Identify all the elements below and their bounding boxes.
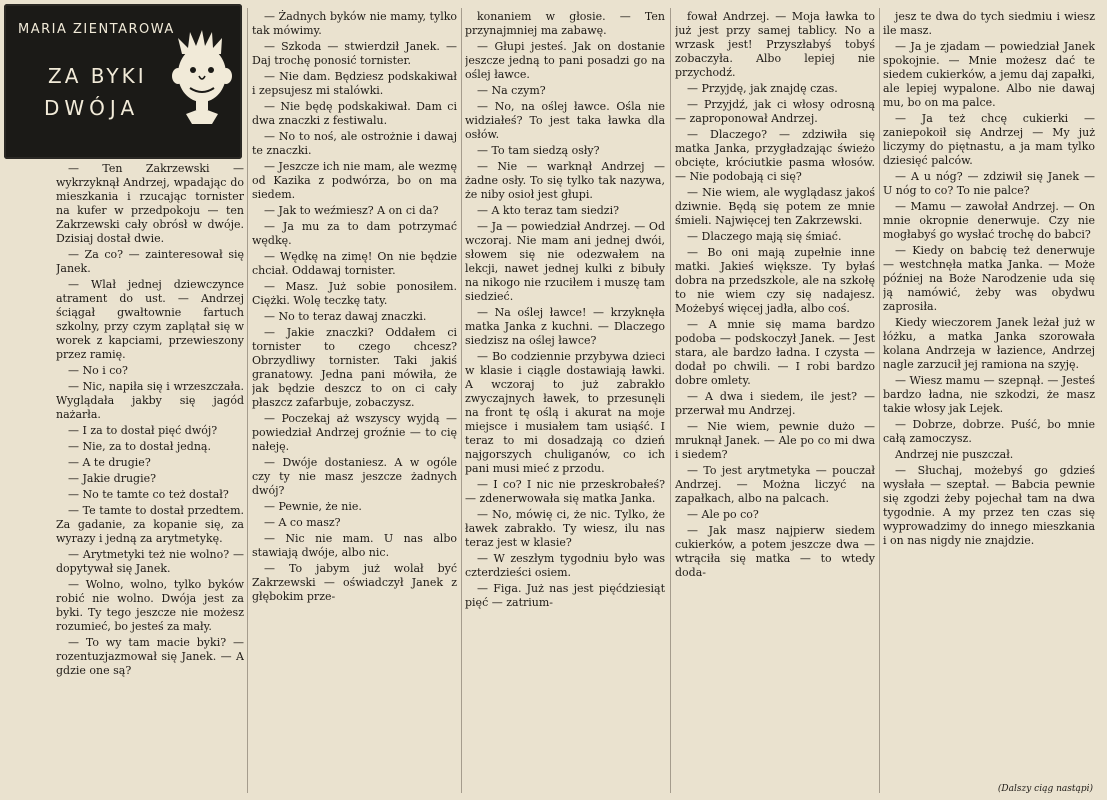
paragraph: — Jakie drugie? <box>68 472 157 485</box>
paragraph: — Wędkę na zimę! On nie będzie chciał. Oddawaj tornister. <box>252 250 457 277</box>
paragraph: — Na oślej ławce! — krzyknęła matka Janka z kuchni. — Dlaczego siedzisz na oślej ławce? <box>465 306 665 347</box>
paragraph: — Głupi jesteś. Jak on dostanie jeszcze jedną to pani posadzi go na oślej ławce. <box>465 40 665 81</box>
author-name: MARIA ZIENTAROWA <box>18 22 175 37</box>
paragraph: — Figa. Już nas jest pięćdziesiąt pięć — zatrium- <box>465 582 665 609</box>
column-rule <box>461 8 462 793</box>
paragraph: — Jeszcze ich nie mam, ale wezmę od Kazika z podwórza, bo on ma siedem. <box>252 160 457 201</box>
paragraph: — Nie wiem, pewnie dużo — mruknął Janek. — Ale po co mi dwa i siedem? <box>675 420 875 461</box>
paragraph: — I co? I nic nie przeskrobałeś? — zdenerwowała się matka Janka. <box>465 478 665 505</box>
paragraph: — Ale po co? <box>687 508 759 521</box>
paragraph: — Żadnych byków nie mamy, tylko tak mówimy. <box>252 10 457 37</box>
paragraph: — Nie — warknął Andrzej — żadne osły. To się tylko tak nazywa, że niby osioł jest głupi. <box>465 160 665 201</box>
column-rule <box>879 8 880 793</box>
paragraph: — I za to dostał pięć dwój? <box>68 424 218 437</box>
paragraph: — A co masz? <box>264 516 341 529</box>
paragraph: Kiedy wieczorem Janek leżał już w łóżku, a matka Janka szorowała kolana Andrzeja w łazience, Andrzej nagle zarzucił jej ramiona na szyję. <box>883 316 1095 371</box>
text-column-1 <box>56 162 244 792</box>
paragraph: — Ja też chcę cukierki — zaniepokoił się Andrzej — My już liczymy do piętnastu, a ja mam tylko dziesięć palców. <box>883 112 1095 167</box>
paragraph: — Nic, napiła się i wrzeszczała. Wyglądała jakby się jagód nażarła. <box>56 380 244 421</box>
paragraph: — Te tamte to dostał przedtem. Za gadanie, za kopanie się, za wyrazy i jedną za arytmetykę. <box>56 504 244 545</box>
continued-note: (Dalszy ciąg nastąpi) <box>997 784 1093 794</box>
paragraph: — Słuchaj, możebyś go gdzieś wysłała — szeptał. — Babcia pewnie się zgodzi żeby pojechał tam na dwa tygodnie. A my przez ten czas się wyprowadzimy do innego mieszkania i on nas nigdy nie znajdzie. <box>883 464 1095 547</box>
paragraph: konaniem w głosie. — Ten przynajmniej ma zabawę. <box>465 10 665 37</box>
paragraph: — A dwa i siedem, ile jest? — przerwał mu Andrzej. <box>675 390 875 417</box>
paragraph: — Poczekaj aż wszyscy wyjdą — powiedział Andrzej groźnie — to cię nałeję. <box>252 412 457 453</box>
paragraph: — Arytmetyki też nie wolno? — dopytywał się Janek. <box>56 548 244 575</box>
paragraph: Andrzej nie puszczał. <box>895 448 1014 461</box>
paragraph: — Wolno, wolno, tylko byków robić nie wolno. Dwója jest za byki. Ty tego jeszcze nie możesz rozumieć, bo jesteś za mały. <box>56 578 244 633</box>
paragraph: — No to noś, ale ostrożnie i dawaj te znaczki. <box>252 130 457 157</box>
text-column-3 <box>465 10 665 795</box>
paragraph: — Dobrze, dobrze. Puść, bo mnie całą zamoczysz. <box>883 418 1095 445</box>
paragraph: — Ja je zjadam — powiedział Janek spokojnie. — Mnie możesz dać te siedem cukierków, a jemu daj zapałki, ale lepiej wypalone. Albo nie dawaj mu, bo on ma palce. <box>883 40 1095 109</box>
story-title-line2: DWÓJA <box>44 96 140 120</box>
paragraph: — No, mówię ci, że nic. Tylko, że ławek zabrakło. Ty wiesz, ilu nas teraz jest w klasie? <box>465 508 665 549</box>
paragraph: — Jak masz najpierw siedem cukierków, a potem jeszcze dwa — wtrąciła się matka — to wtedy doda- <box>675 524 875 579</box>
paragraph: — Pewnie, że nie. <box>264 500 362 513</box>
text-column-2 <box>252 10 457 795</box>
paragraph: — Nie będę podskakiwał. Dam ci dwa znaczki z festiwalu. <box>252 100 457 127</box>
paragraph: — Dlaczego? — zdziwiła się matka Janka, przygładzając świeżo obcięte, króciutkie pasma włosów. — Nie podobają ci się? <box>675 128 875 183</box>
paragraph: — No i co? <box>68 364 128 377</box>
paragraph: — A mnie się mama bardzo podoba — podskoczył Janek. — Jest stara, ale bardzo ładna. I czysta — dodał po chwili. — I robi bardzo dobre omlety. <box>675 318 875 387</box>
paragraph: — Ten Zakrzewski — wykrzyknął Andrzej, wpadając do mieszkania i rzucając tornister na kufer w przedpokoju — ten Zakrzewski cały obrósł w dwóje. Dzisiaj dostał dwie. <box>56 162 244 245</box>
paragraph: — Za co? — zainteresował się Janek. <box>56 248 244 275</box>
column-rule <box>247 8 248 793</box>
paragraph: — Jakie znaczki? Oddałem ci tornister to czego chcesz? Obrzydliwy tornister. Taki jakiś granatowy. Jedna pani mówiła, że jak będzie deszcz to on ci cały płaszcz zafarbuje, zobaczysz. <box>252 326 457 409</box>
text-column-5 <box>883 10 1095 795</box>
column-rule <box>670 8 671 793</box>
paragraph: — Nie dam. Będziesz podskakiwał i zepsujesz mi stalówki. <box>252 70 457 97</box>
paragraph: — No to teraz dawaj znaczki. <box>264 310 427 323</box>
paragraph: — Mamu — zawołał Andrzej. — On mnie okropnie denerwuje. Czy nie mogłabyś go wysłać trochę do babci? <box>883 200 1095 241</box>
paragraph: — Wiesz mamu — szepnął. — Jesteś bardzo ładna, nie szkodzi, że masz takie włosy jak Lejek. <box>883 374 1095 415</box>
paragraph: — A u nóg? — zdziwił się Janek — U nóg to co? To nie palce? <box>883 170 1095 197</box>
paragraph: jesz te dwa do tych siedmiu i wiesz ile masz. <box>883 10 1095 37</box>
text-column-4 <box>675 10 875 795</box>
boy-face-icon <box>172 24 234 134</box>
story-title-line1: ZA BYKI <box>48 64 147 88</box>
paragraph: — Dwóje dostaniesz. A w ogóle czy ty nie masz jeszcze żadnych dwój? <box>252 456 457 497</box>
paragraph: — Szkoda — stwierdził Janek. — Daj trochę ponosić tornister. <box>252 40 457 67</box>
paragraph: — Ja mu za to dam potrzymać wędkę. <box>252 220 457 247</box>
paragraph: — A te drugie? <box>68 456 151 469</box>
paragraph: — To wy tam macie byki? — rozentuzjazmował się Janek. — A gdzie one są? <box>56 636 244 677</box>
paragraph: — Nie, za to dostał jedną. <box>68 440 211 453</box>
paragraph: — To jest arytmetyka — pouczał Andrzej. — Można liczyć na zapałkach, albo na palcach. <box>675 464 875 505</box>
paragraph: — Kiedy on babcię też denerwuje — westchnęła matka Janka. — Może później na Boże Narodzenie uda się ją namówić, żeby was obydwu zaprosiła. <box>883 244 1095 313</box>
paragraph: — Masz. Już sobie ponosiłem. Ciężki. Wolę teczkę taty. <box>252 280 457 307</box>
paragraph: fował Andrzej. — Moja ławka to już jest przy samej tablicy. No a wrzask jest! Przyszłabyś tobyś zobaczyła. Albo lepiej nie przychodź. <box>675 10 875 79</box>
paragraph: — Dlaczego mają się śmiać. <box>687 230 842 243</box>
paragraph: — No, na oślej ławce. Ośla nie widziałeś? To jest taka ławka dla osłów. <box>465 100 665 141</box>
paragraph: — Bo codziennie przybywa dzieci w klasie i ciągle dostawiają ławki. A wczoraj to już zabrakło zwyczajnych ławek, to przesunęli na front tę oślą i akurat na moje miejsce i musiałem tam usiąść. I teraz to mi dosadzają co dzień najgorszych chuliganów, co ich pani musi mieć z przodu. <box>465 350 665 475</box>
paragraph: — No te tamte co też dostał? <box>68 488 229 501</box>
story-header <box>4 4 242 159</box>
paragraph: — Na czym? <box>477 84 546 97</box>
paragraph: — Bo oni mają zupełnie inne matki. Jakieś większe. Ty byłaś dobra na przedszkole, ale na szkołę to nie wiem czy się nadajesz. Możebyś więcej jadła, albo coś. <box>675 246 875 315</box>
paragraph: — Przyjdę, jak znajdę czas. <box>687 82 838 95</box>
paragraph: — Przyjdź, jak ci włosy odrosną — zaproponował Andrzej. <box>675 98 875 125</box>
paragraph: — Nie wiem, ale wyglądasz jakoś dziwnie. Będą się potem ze mnie śmieli. Najwięcej ten Zakrzewski. <box>675 186 875 227</box>
paragraph: — Nic nie mam. U nas albo stawiają dwóje, albo nic. <box>252 532 457 559</box>
paragraph: — W zeszłym tygodniu było was czterdzieści osiem. <box>465 552 665 579</box>
paragraph: — Wlał jednej dziewczynce atrament do ust. — Andrzej ściągał gwałtownie fartuch szkolny, przy czym zaplątał się w worek z kapciami, przewieszony przez ramię. <box>56 278 244 361</box>
paragraph: — Ja — powiedział Andrzej. — Od wczoraj. Nie mam ani jednej dwói, słowem się nie odezwałem na lekcji, nawet jednej kulki z bibuły na nikogo nie rzuciłem i muszę tam siedzieć. <box>465 220 665 303</box>
paragraph: — Jak to weźmiesz? A on ci da? <box>264 204 439 217</box>
paragraph: — A kto teraz tam siedzi? <box>477 204 620 217</box>
paragraph: — To tam siedzą osły? <box>477 144 600 157</box>
paragraph: — To jabym już wolał być Zakrzewski — oświadczył Janek z głębokim prze- <box>252 562 457 603</box>
